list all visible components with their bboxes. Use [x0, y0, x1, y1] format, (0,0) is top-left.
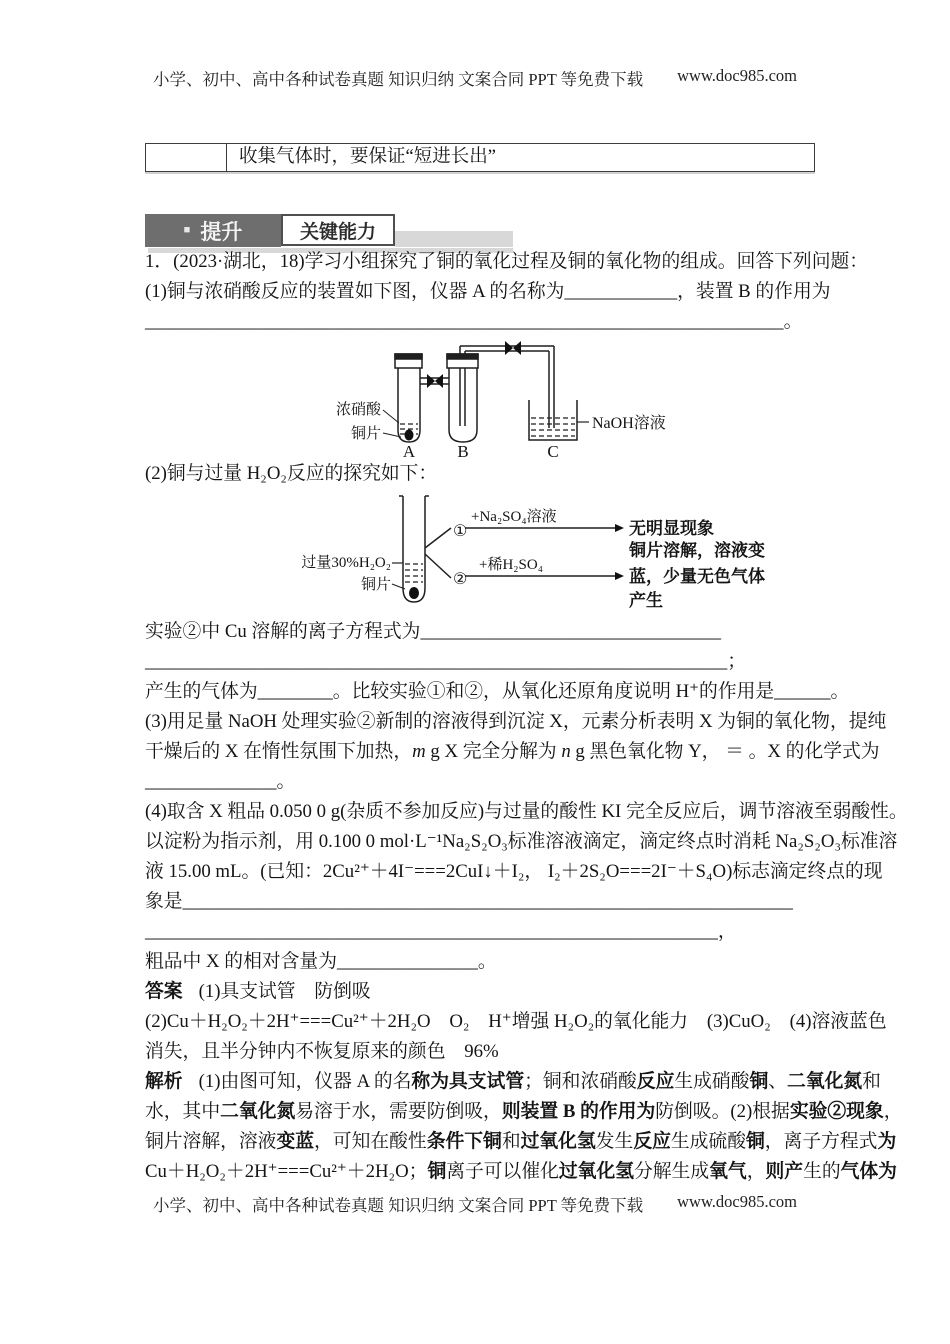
- answer-text1: (1)具支试管 防倒吸: [198, 981, 371, 1002]
- page-footer: [0, 1192, 950, 1216]
- analysis-text1: (1)由图可知，仪器 A 的名称为具支试管；铜和浓硝酸反应生成硝酸铜、二氧化氮和: [198, 1071, 881, 1092]
- header-url: www.doc985.com: [677, 66, 798, 85]
- result-line3: 产生: [629, 591, 663, 610]
- note-table-row: [145, 143, 815, 172]
- question-part4-line6: 粗品中 X 的相对含量为_______________。: [145, 951, 497, 972]
- result-line2: 蓝，少量无色气体: [629, 567, 765, 586]
- footer-text: 小学、初中、高中各种试卷真题 知识归纳 文案合同 PPT 等免费下载: [152, 1196, 644, 1215]
- analysis-line2: 水，其中二氧化氮易溶于水，需要防倒吸，则装置 B 的作用为防倒吸。(2)根据实验②现象，: [145, 1101, 903, 1122]
- question-part3-line1: (3)用足量 NaOH 处理实验②新制的溶液得到沉淀 X，元素分析表明 X 为铜的氧化物，提纯: [145, 711, 887, 732]
- label-c: C: [547, 442, 559, 458]
- label-a: A: [402, 442, 416, 458]
- beaker-c: [529, 400, 577, 440]
- apparatus-diagram-1-svg: [313, 340, 793, 458]
- answer-line2: (2)Cu＋H₂O₂＋2H⁺===Cu²⁺＋2H₂O O₂ H⁺增强 H₂O₂的氧化能力 (3)CuO₂ (4)溶液蓝色: [145, 1011, 887, 1032]
- footer-url: www.doc985.com: [677, 1192, 798, 1211]
- banner-tab: 关键能力: [281, 214, 395, 246]
- question-part1-line1: (1)铜与浓硝酸反应的装置如下图，仪器 A 的名称为____________，装置 B 的作用为: [145, 281, 831, 302]
- circled-2: ②: [453, 571, 468, 588]
- circled-1: ①: [453, 523, 468, 540]
- label-copper-strip: 铜片: [360, 577, 391, 593]
- question-part4-line2: 以淀粉为指示剂，用 0.100 0 mol·L⁻¹Na₂S₂O₃标准溶液滴定，滴定终点时消耗 Na₂S₂O₃标准溶: [145, 831, 898, 852]
- analysis-line3: 铜片溶解，溶液变蓝，可知在酸性条件下铜和过氧化氢发生反应生成硫酸铜，离子方程式为: [145, 1131, 897, 1152]
- answer-line3: 消失，且半分钟内不恢复原来的颜色 96%: [145, 1041, 499, 1062]
- label-excess-h2o2: 过量30%H₂O₂: [301, 555, 391, 571]
- label-concentrated-nitric-acid: 浓硝酸: [335, 402, 381, 418]
- question-part4-line3: 液 15.00 mL。(已知：2Cu²⁺＋4I⁻===2CuI↓＋I₂， I₂＋2S₂O===2I⁻＋S₄O)标志滴定终点的现: [145, 861, 883, 882]
- question-part2-line1: 实验②中 Cu 溶解的离子方程式为________________________________: [145, 621, 721, 642]
- clamp-icon: [427, 341, 521, 388]
- experiment-flow-diagram: [293, 490, 833, 614]
- arrowheads: [615, 524, 624, 580]
- experiment-flow-svg: [293, 490, 833, 614]
- question-part2-line3: 产生的气体为________。比较实验①和②，从氧化还原角度说明 H⁺的作用是______。: [145, 681, 850, 702]
- question-intro: 1．(2023·湖北，18)学习小组探究了铜的氧化过程及铜的氧化物的组成。回答下列问题：: [145, 251, 869, 272]
- question-part4-line4: 象是_________________________________________________________________: [145, 891, 793, 912]
- label-dilute-h2so4: +稀H₂SO₄: [479, 557, 543, 573]
- liquid-dashes: [405, 564, 423, 582]
- question-part4-line5: _____________________________________________________________，: [145, 921, 737, 942]
- question-part2-intro: (2)铜与过量 H₂O₂反应的探究如下：: [145, 463, 438, 484]
- test-tube-b: [449, 368, 477, 442]
- answer-label: 答案: [145, 981, 183, 1002]
- page-header: [0, 66, 950, 90]
- label-na2so4-solution: +Na₂SO₄溶液: [471, 509, 557, 525]
- label-b: B: [457, 442, 469, 458]
- table-cell-empty: [146, 144, 227, 171]
- result-no-change: 无明显现象: [629, 519, 714, 538]
- analysis-line1: [145, 1067, 881, 1097]
- stopper-b-top: [447, 354, 478, 359]
- analysis-line4: Cu＋H₂O₂＋2H⁺===Cu²⁺＋2H₂O；铜离子可以催化过氧化氢分解生成氧气，则产生的气体为: [145, 1161, 897, 1182]
- question-part1-line2: ____________________________________________________________________。: [145, 311, 803, 332]
- square-bullet-icon: ■: [183, 224, 191, 236]
- label-copper-strip: 铜片: [350, 426, 381, 442]
- copper-piece: [409, 587, 419, 599]
- result-line1: 铜片溶解，溶液变: [629, 541, 765, 560]
- analysis-label: 解析: [145, 1071, 183, 1092]
- banner-title: 提升: [200, 220, 243, 244]
- table-cell-text: 收集气体时，要保证“短进长出”: [239, 147, 496, 167]
- answer-line1: [145, 977, 835, 1007]
- banner-shadow-strip: [395, 231, 513, 247]
- header-text: 小学、初中、高中各种试卷真题 知识归纳 文案合同 PPT 等免费下载: [152, 70, 644, 89]
- label-naoh-solution: NaOH溶液: [592, 415, 666, 432]
- stopper-a-top: [395, 354, 422, 359]
- apparatus-diagram-1: [313, 340, 793, 458]
- question-part3-line2: 干燥后的 X 在惰性氛围下加热，m g X 完全分解为 n g 黑色氧化物 Y， ＝ 。X 的化学式为: [145, 741, 880, 762]
- question-part2-line2: ______________________________________________________________；: [145, 651, 746, 672]
- test-tube: [403, 496, 425, 602]
- question-part4-line1: (4)取含 X 粗品 0.050 0 g(杂质不参加反应)与过量的酸性 KI 完全反应后，调节溶液至弱酸性。: [145, 801, 908, 822]
- copper-piece-a: [405, 430, 414, 441]
- question-part3-line3: ______________。: [145, 771, 296, 792]
- question-body: [145, 247, 908, 1187]
- glassware-outlines: [383, 346, 589, 442]
- banner-title-box: [145, 214, 281, 247]
